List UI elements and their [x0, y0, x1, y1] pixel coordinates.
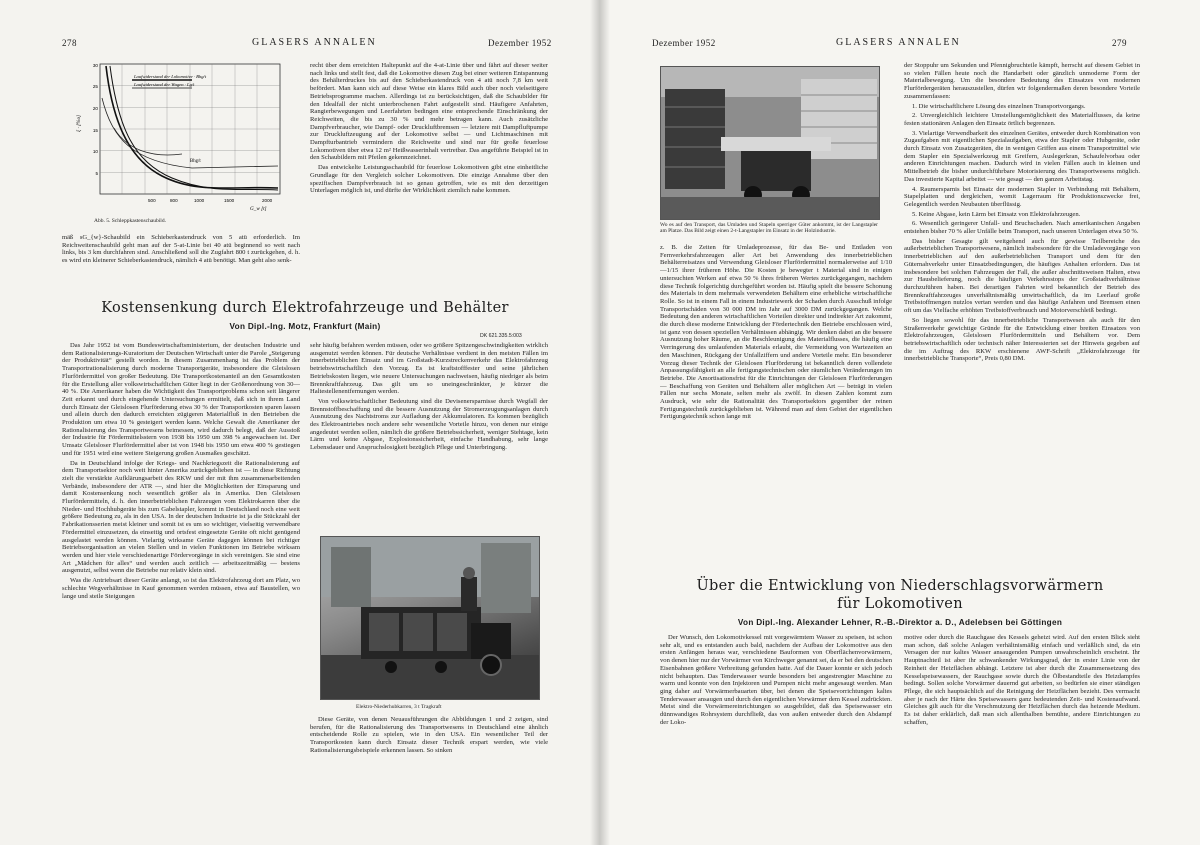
paragraph: Das bisher Gesagte gilt weitgehend auch für gewisse Teilbereiche des außerbetrieblichen Transportwesens, nämlich insbesondere für die Umladevorgänge von innerbetrieblichen auf den außerbetrieblichen Transport und dem für den Güternahverkehr unter Einsatzbedingungen, die häufiges Anhalten erfordern. Das ist insbesondere bei solchen Fahrzeugen der Fall, die außer abschnittsweisen Halten, etwa zur Hausbelieferung, noch die häufigen Verkehrsstops der Großstadtverhältnisse durchzuführen haben. Bei derartigen Fahrten wird bekanntlich der Betrieb des Brennkraftfahrzeuges unverhältnismäßig unwirtschaftlich, da im Leerlauf große Treibstoffmengen nutzlos vertan werden und das häufige Anfahren und Bremsen einen oft um das Vielfache erhöhten Treibstoffverbrauch und Motorverschleiß bedingt. [904, 237, 1140, 315]
y-tick: 10 [92, 149, 98, 154]
article2-column-right [904, 634, 1140, 814]
right-page [600, 0, 1200, 845]
legend-label-loco: Laufwiderstand der Lokomotive · Bhg/t [134, 74, 207, 79]
photo-elektrokarren [320, 536, 540, 700]
dk-classification: DK 621.335.5:003 [480, 333, 522, 339]
article-title-niederschlag-line1: Über die Entwicklung von Niederschlagsvorwärmern [696, 578, 1104, 594]
list-item: 2. Unvergleichlich leichtere Umstellungsmöglichkeit des Materialflusses, da keine festen stationären Anlagen den Einsatz örtlich begrenzen. [904, 112, 1140, 127]
text-column-top-right [310, 62, 548, 286]
paragraph: Das Jahr 1952 ist vom Bundeswirtschaftsministerium, der deutschen Industrie und dem Rationalisierungs-Kuratorium der Deutschen Wirtschaft unter die Parole „Steigerung der Produktivität“ gestellt worden. In diesem Zusammenhang ist das Problem der Transportrationalisierung durch moderne Transportgeräte, insbesondere die Gleislosen Flurfördermittel von großer Bedeutung. Die Transportkostenanteil an den Gesamtkosten für die Erstellung aller volkswirtschaftlichen Güter liegt in der Größenordnung von 30—40 %. Die Amerikaner haben die Wichtigkeit des Transportproblems schon seit längerer Zeit erkannt und durch eingehende Untersuchungen ermittelt, daß sich in ihrem Land durch Einsatz der Gleislosen Flurförderung etwa 30 % der Transportkosten sparen lassen und allein durch den dadurch erreichten zügigeren Materialfluß in den Betrieben die Produktion um etwa 10 % gesteigert werden kann. Welche Gewalt die Amerikaner der Rationalisierung des Transportwesens beimessen, wird dadurch belegt, daß der Ausstoß der Industrie für Fördermittelsstern von 1938 bis 1950 um 398 % angewachsen ist. Der Umsatz Gleisloser Flurfördermittel aber ist von 1948 bis 1950 um etwa 400 % gestiegen und für 1951 wird eine weitere Steigerung großen Ausmaßes geschätzt. [62, 342, 300, 457]
photo-caption-langstapler: Wo es auf den Transport, das Umladen und Stapeln sperriger Güter ankommt, ist der Langstapler am Platze. Das Bild zeigt einen 2-t-Langstapler im Einsatz in der Holzindustrie. [660, 222, 878, 235]
y-axis-label: ξ · [%o] [76, 114, 82, 132]
text-column-right-left [660, 244, 892, 578]
journal-title-right: GLASERS ANNALEN [836, 37, 961, 48]
article-title-niederschlag-line2: für Lokomotiven [837, 596, 963, 612]
paragraph: Da in Deutschland infolge der Kriegs- und Nachkriegszeit die Rationalisierung auf dem Transportsektor noch weit hinter Amerika zurückgeblieben ist — in diese Richtung zielt die verstärkte Aufklärungsarbeit des RKW und der mit ihm zusammenarbeitenden Verbände, insbesondere der ATR —, sind hier die Möglichkeiten der Einsparung und damit Kostensenkung noch wesentlich größer als in Amerika. Den Gleislosen Flurfördermitteln, d. h. den innerbetrieblichen Fahrzeugen vom Elektrokarren über die Nieder- und Hochhubgeräte bis zum Gabelstapler, kommt in Deutschland noch eine weit größere Bedeutung zu, als in den USA. In der deutschen Industrie ist ja die Stückzahl der Fabrikationsserien meist kleiner und somit ist es um so wichtiger, vielseitig verwendbare Fördermittel einzusetzen, da einseitig und ortsfest eingesetzte Geräte oft nicht genügend ausgelastet werden können. Vielartig wirksame Geräte dagegen können bei richtiger Betriebsorganisation an vielen Stellen und in vielen Funktionen im Betriebe wirksam werden und hier viele verschiedenartige Fördervorgänge in sich vereinigen. Sie sind eine Art „Mädchen für alles“ und werden auch zeitlich — arbeitszeitmäßig — bestens ausgenutzt, selbst wenn die Betriebe nur relativ klein sind. [62, 459, 300, 575]
paragraph: mäß sG_{w}-Schaubild ein Schieberkastendruck von 5 atü erforderlich. Im Reichweitenschaubild geht man auf der 5-at-Linie bei 40 atü beginnend so weit nach links, bis 3 km durchfahren sind. Anschließend soll die Zugfahrt 800 t zurückgehen, d. h. es wird ein kleinerer Schieberkastendruck, nämlich 4 atü benötigt. Man geht also senk- [62, 234, 300, 265]
x-axis-label: G_w [t] [250, 206, 267, 212]
y-ticks [93, 63, 99, 176]
figure-graph [72, 58, 288, 218]
article2-column-left [660, 634, 892, 814]
paragraph: sehr häufig befahren werden müssen, oder wo größere Spitzengeschwindigkeiten wirklich ausgenutzt werden können. Für deutsche Verhältnisse verdient in den meisten Fällen im innerbetrieblichen Einsatz und im Großstadt-Kurzstreckenverkehr das Elektrofahrzeug betriebswirtschaftlich den Vorzug. Es ist kraftstofffester und seine jährlichen Betriebskosten liegen, wie neuere Untersuchungen nachweisen, häufig niedriger als beim Brennkraftfahrzeug. Das gilt um so uneingeschränkter, je kürzer die Haltestellenentfernungen werden. [310, 342, 548, 396]
y-tick: 15 [92, 128, 98, 133]
paragraph: Der Wunsch, den Lokomotivkessel mit vorgewärmtem Wasser zu speisen, ist schon sehr alt, und es entstanden auch bald, nachdem der Aufbau der Lokomotive aus den ersten Anfängen heraus war, verschiedene Bauformen von Oberflächenvorwärmern, von denen hier nur der Vorwärmer von Kirchweger genannt sei, da er bei den deutschen Eisenbahnen größere Verbreitung gefunden hatte. Auf die Dauer konnte er sich jedoch nicht behaupten. Das Tenderwasser wurde besonders bei angestrengter Maschine zu warm und konnte von den Injektoren und Pumpen nicht mehr angesaugt werden. Man ging daher auf Vorwärmerbauarten über, bei denen die Speisevorrichtungen kaltes Tenderwasser ansaugen und durch den eigentlichen Vorwärmer dem Kessel zudrückten. Meist sind die Vorwärmereinrichtungen so ausgebildet, daß das Speisewasser ein dünnwandiges Rohrsystem durchfließt, das von außen entweder durch den Abdampf der Loko- [660, 634, 892, 726]
figure-schleppkasten [72, 58, 288, 218]
paragraph: Das entwickelte Leistungsschaubild für feuerlose Lokomotiven gibt eine einheitliche Grundlage für den Vergleich solcher Lokomotiven. Die einzige Annahme über den spezifischen Dampfverbrauch ist so genau getroffen, wie es mit den derzeitigen Unterlagen möglich ist, und dürfte der Wirklichkeit ziemlich nahe kommen. [310, 164, 548, 195]
paragraph: recht über dem erreichten Haltepunkt auf die 4-at-Linie über und fährt auf dieser weiter nach links und stellt fest, daß die Lokomotive diesen Zug bei einer weiteren Entspannung des Behälterdruckes bis auf den Schieberkastendruck von 4 atü noch 7,8 km weit befördert. Man kann sich auf diese Weise ein klares Bild auch über noch vielseitigere Betriebsprogramme machen. Allerdings ist zu berücksichtigen, daß die Schaubilder für den Idealfall der nicht unterbrochenen Fahrt aufgestellt sind. Häufigere Anfahrten, Rangierbewegungen und Leerfahrten bedingen eine entsprechende Einschränkung der Reichweiten, die bis zu 30 % und mehr betragen kann. Auch zusätzliche Dampfverbraucher, wie Dampf- oder Druckluftbremsen — letztere mit Dampfluftpumpe zur Druckluftzeugung auf der Lokomotive selbst — und Lichtmaschinen mit Dampfturbantrieb vermindern die Reichweite und sind nur für große feuerlose Lokomotiven über etwa 12 m² Heißwasserinhalt vertretbar. Das angeführte Beispiel ist in den Schaubildern mit Pfeilen gekennzeichnet. [310, 62, 548, 162]
book-gutter [590, 0, 610, 845]
article-column-right-top [310, 342, 548, 530]
date-left: Dezember 1952 [488, 38, 552, 48]
list-item: 6. Wesentlich geringerer Unfall- und Bruchschaden. Nach amerikanischen Angaben entstehen bisher 70 % aller Unfälle beim Transport, nach unseren Unterlagen etwa 50 %. [904, 220, 1140, 236]
text-column-right-right [904, 62, 1140, 580]
x-tick: 2000 [262, 198, 273, 203]
article-column-left [62, 342, 300, 812]
paragraph: z. B. die Zeiten für Umladeprozesse, für das Be- und Entladen von Fernverkehrsfahrzeugen aller Art bei Anwendung des innerbetrieblichen Behälterreisatzes und Verwendung Gleisloser Flurfördermittel normalerweise auf 1/10—1/15 ihrer früheren Höhe. Die Kosten je bewegter t Material sind in einigen untersuchten Werken auf etwa 50 % ihres früheren Wertes zurückgegangen, nachdem diese Technik folgerichtig durchgeführt worden ist. Häufig spielt die bessere Schonung des Materials in dem mehrmals verwendeten Behältern eine erhebliche wirtschaftliche Rolle. So ist in einem Fall in einem Industriewerk der Schaden durch Ausschuß infolge Transportschäden von 30 000 DM im Jahr auf 3000 DM zurückgegangen. Welche Bedeutung den anderen wirtschaftlichen Vorteilen direkter und indirekter Art zukommt, die durch diese moderne Entwicklung der Fördertechnik den Betriebe erschlossen wird, ist ganz von dessen speziellen Verhältnissen abhängig. Wir denken dabei an die bessere Ausnutzung hoher Räume, an die Beschleunigung des Materialflusses, die häufig eine Verringerung des umlaufenden Materials erlaubt, die Vermeidung von Wartezeiten an den Maschinen, Rückgang der Unfallziffern und andere Vorteile mehr. Ein besonderer Vorzug dieser Technik der Gleislosen Flurförderung ist bekanntlich deren vollendete Anpassungsfähigkeit an alle fertigungstechnischen oder räumlichen Veränderungen im Betriebe. Die Amortisationsfrist für die Einrichtungen der Gleislosen Flurförderungen — Beschaffung von Geräten und Behältern aller möglichen Art — beträgt in vielen Fällen nur sechs Monate, selten mehr als zwölf. In diesen Zahlen kommt zum Ausdruck, wie sehr die Rationalität des Transportsektors gegenüber der reinen Fertigungstechnik zurückgeblieben ist. Während man auf dem Gebiet der eigentlichen Fertigungstechnik schon lange mit [660, 244, 892, 421]
list-item: 3. Vielartige Verwendbarkeit des einzelnen Gerätes, entweder durch Kombination von Zugaufgaben mit eigentlichen Spezialaufgaben, etwa der Stapler oder Hubgeräte, oder durch Einsatz von Zusatzgeräten, die in wenigen Griffen aus einem Transportmittel wie dem Stapler ein Spezialwerkzeug mit Greifern, Auslegerkran, Schaufelvorbau oder anderen Einrichtungen machen. Dadurch wird in vielen Fällen auch in kleinen und Mittelbetrieb die bisher undurchführbare Motorisierung des Transportwesens möglich. Das investierte Kapital arbeitet — wie gesagt — den ganzen Arbeitstag. [904, 129, 1140, 183]
paragraph: Von volkswirtschaftlicher Bedeutung sind die Devisenersparnisse durch Wegfall der Brennstoffbeschaffung und die bessere Ausnutzung der Stromerzeugungsanlagen durch Ausnutzung des Nachtstroms zur Aufladung der Akkumulatoren. Es kommen bezüglich des Elektroantriebes noch andere sehr wesentliche Vorteile hinzu, von denen nur einige angedeutet werden sollen, nämlich die größere Betriebssicherheit, weniger Stehtage, kein Lärm und keine Abgase, Explosionssicherheit, einfache Handhabung, sehr lange Lebensdauer und Anspruchslosigkeit bezüglich Pflege und Unterbringung. [310, 397, 548, 452]
article-byline-motz: Von Dipl.-Ing. Motz, Frankfurt (Main) [229, 322, 381, 331]
paragraph: Diese Geräte, von denen Neuausführungen die Abbildungen 1 und 2 zeigen, sind berufen, für die Rationalisierung des Transportwesens in Deutschland eine ähnlich entscheidende Rolle zu spielen, wie in den USA. Ein wesentlicher Teil der Transportkosten kann durch Einsatz dieser Technik erspart werden, wie viele Rationalisierungsbeispiele erkennen lassen. So sinken [310, 716, 548, 754]
article-title-kostensenkung: Kostensenkung durch Elektrofahrzeuge und Behälter [101, 300, 509, 316]
x-tick: 1500 [224, 198, 235, 203]
curve-label: Bhg/t [190, 159, 201, 164]
text-column-top-left [62, 234, 300, 282]
list-item: 1. Die wirtschaftlichere Lösung des einzelnen Transportvorgangs. [912, 102, 1086, 110]
x-ticks [148, 198, 273, 203]
page-number-right: 279 [1112, 38, 1127, 48]
list-item: 4. Raumersparnis bei Einsatz der modernen Stapler in Verbindung mit Behältern, Stapelplatten und dergleichen, womit Lagerraum für Produktionszwecke frei, Gelegentlich werden Neubauten überflüssig. [904, 185, 1140, 208]
x-tick: 800 [170, 198, 178, 203]
date-right: Dezember 1952 [652, 38, 716, 48]
list-item: 5. Keine Abgase, kein Lärm bei Einsatz von Elektrofahrzeugen. [912, 210, 1081, 218]
y-tick: 30 [92, 63, 98, 68]
paragraph: Was die Antriebsart dieser Geräte anlangt, so ist das Elektrofahrzeug dort am Platz, wo schlechte Wegverhältnisse in Kauf genommen werden müssen, etwa auf Baustellen, wo lange und steile Steigungen [62, 577, 300, 600]
journal-title-left: GLASERS ANNALEN [252, 37, 377, 48]
page-number-left: 278 [62, 38, 77, 48]
photo-caption-elektrokarren: Elektro-Niederhubkarren, 3 t Tragkraft [356, 704, 442, 710]
x-tick: 500 [148, 198, 156, 203]
article-byline-lehner: Von Dipl.-Ing. Alexander Lehner, R.-B.-Direktor a. D., Adelebsen bei Göttingen [737, 618, 1063, 627]
photo-elektrokarren-illustration [321, 537, 539, 699]
paragraph: der Stoppuhr um Sekunden und Pfennigbruchteile kämpft, herrscht auf diesem Gebiet in so vielen Fällen heute noch die Handarbeit oder gänzlich unmoderne Form der Materialbewegung. Um die besondere Bedeutung des Einsatzes von modernen Flurfördergeräten herauszustellen, dürfen wir folgendermaßen deren besondere Vorteile zusammenfassen: [904, 62, 1140, 100]
photo-langstapler-illustration [661, 67, 879, 219]
article-column-right-bottom [310, 716, 548, 816]
figure-caption: Abb. 5. Schleppkastenschaubild. [94, 218, 166, 224]
y-tick: 20 [92, 106, 98, 111]
y-tick: 5 [95, 171, 98, 176]
photo-langstapler [660, 66, 880, 220]
legend-label-wagon: Laufwiderstand der Wagen · Lg/t [134, 82, 195, 87]
paragraph: motive oder durch die Rauchgase des Kessels geheizt wird. Auf den ersten Blick sieht man schon, daß solche Anlagen verhältnismäßig einfach und verläßlich sind, da ein Versagen der nur kaltes Wasser ansaugenden Pumpen unwahrscheinlich erscheint. Ihr Hauptnachteil ist aber ihr schwankender Wirkungsgrad, der in erster Linie von der Reinheit der Heizflächen abhängt. Letztere ist aber durch die Zusammensetzung des Kesselspeisewassers, der Rauchgase sowie durch die Ölbestandteile des Heizdampfes bedingt. Sollen solche Vorwärmer dauernd gut arbeiten, so bedürfen sie einer ständigen Pflege, die sich hauptsächlich auf die Reinigung der Heizflächen bezieht. Des vermacht aber je nach der Härte des Speisewassers ganz bedeutenden Zeit- und Kostenaufwand. Gleiches gilt auch für die Verschmutzung der Heizflächen durch das heizende Medium. Es ist daher erklärlich, daß man sich allenthalben bemühte, andere Einrichtungen zu schaffen, [904, 634, 1140, 726]
x-tick: 1000 [194, 198, 205, 203]
y-tick: 25 [92, 84, 98, 89]
paragraph: So liegen sowohl für das innerbetriebliche Transportwesen als auch für den Straßenverkehr gewichtige Gründe für die Entwicklung einer breiten Einsatzes von Elektrofahrzeugen, Gleislosen Flurfördermitteln und Behältern vor. Dem betriebswirtschaftlich oder technisch näher Interessierten sei der Hinweis gegeben auf die im Auftrag des RKW erschienene AWF-Schrift „Elektrofahrzeuge für innerbetriebliche Transporte“, Preis 0,80 DM. [904, 316, 1140, 363]
